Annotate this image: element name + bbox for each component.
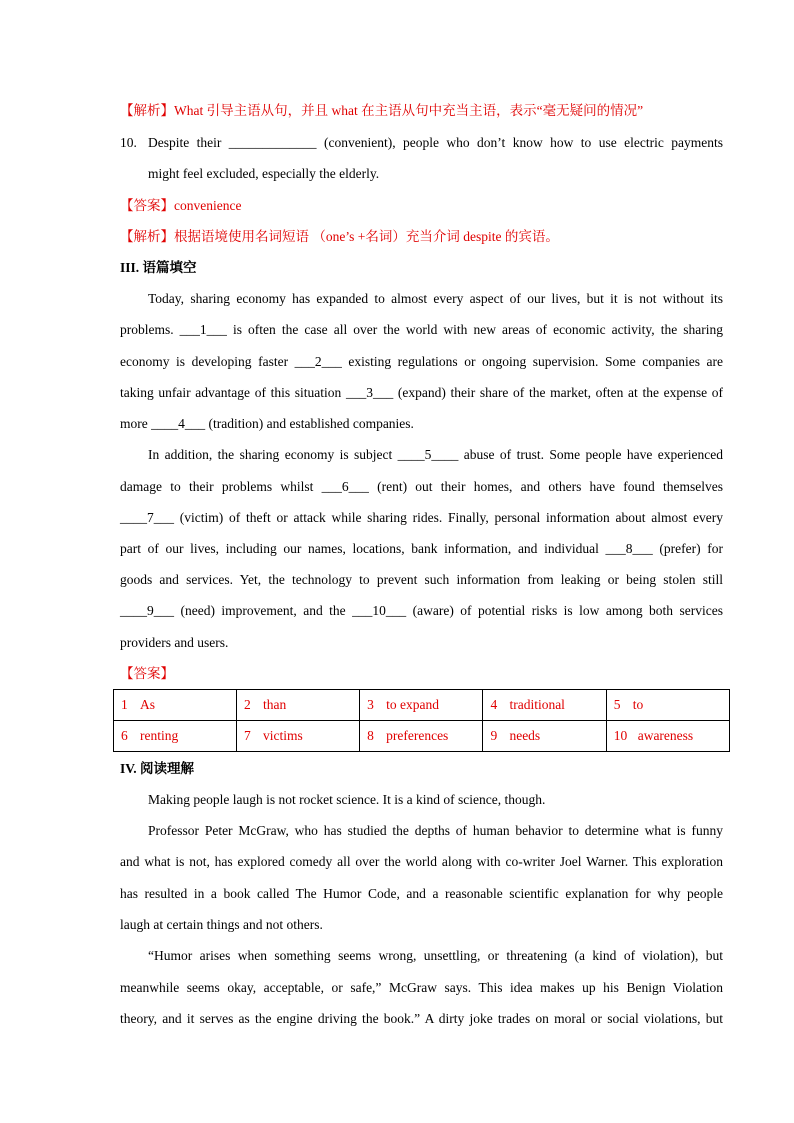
answer-value: needs [509, 728, 541, 743]
answer-number: 5 [613, 697, 621, 712]
paragraph-line: Today, sharing economy has expanded to almost every aspect of our lives, but it is not without its [148, 291, 723, 306]
table-cell [237, 721, 360, 752]
answer-number: 3 [367, 697, 374, 712]
paragraph-line: providers and users. [120, 635, 229, 650]
answer-value: to [632, 697, 644, 712]
table-row [114, 690, 730, 721]
paragraph-line: “Humor arises when something seems wrong, unsettling, or threatening (a kind of violation), but [148, 948, 723, 963]
paragraph-line: meanwhile seems okay, acceptable, or safe,” McGraw says. This idea makes up his Benign Violation [120, 980, 723, 995]
answer-value: than [263, 697, 287, 712]
paragraph-line: damage to their problems whilst ___6___ (rent) out their homes, and others have found themselves [120, 479, 723, 494]
analysis-tag: 【解析】 [120, 229, 174, 244]
analysis-tag: 【解析】 [120, 103, 174, 118]
paragraph-line: laugh at certain things and not others. [120, 917, 323, 932]
paragraph-line: goods and services. Yet, the technology to prevent such information from leaking or being stolen still [120, 572, 723, 587]
q9-analysis [120, 102, 723, 120]
answer-tag: 【答案】 [120, 198, 174, 213]
answer-value: to expand [386, 697, 439, 712]
answer-value: renting [140, 728, 179, 743]
answer-number: 1 [121, 697, 128, 712]
table-cell [114, 721, 237, 752]
table-cell [360, 721, 483, 752]
analysis-text: 根据语境使用名词短语 （one’s +名词）充当介词 despite 的宾语。 [174, 229, 559, 244]
answer-value: traditional [509, 697, 565, 712]
table-cell [237, 690, 360, 721]
table-cell [360, 690, 483, 721]
answer-value: victims [263, 728, 303, 743]
paragraph-line: more ____4___ (tradition) and established companies. [120, 416, 414, 431]
table-cell [483, 721, 606, 752]
answer-number: 8 [367, 728, 374, 743]
section3-answer-tag: 【答案】 [120, 666, 174, 681]
paragraph-line: Making people laugh is not rocket science. It is a kind of science, though. [148, 792, 546, 807]
paragraph-line: ____9___ (need) improvement, and the ___10___ (aware) of potential risks is low among both services [120, 603, 723, 618]
paragraph-line: theory, and it serves as the engine driving the book.” A dirty joke trades on moral or social violations, but [120, 1011, 723, 1026]
answer-number: 4 [490, 697, 498, 712]
table-cell [483, 690, 606, 721]
paragraph-line: Professor Peter McGraw, who has studied the depths of human behavior to determine what is funny [148, 823, 723, 838]
answer-value: preferences [386, 728, 449, 743]
answer-number: 9 [490, 728, 498, 743]
q10-analysis [120, 228, 723, 246]
answer-number: 2 [244, 697, 251, 712]
q10-line-2: might feel excluded, especially the elderly. [148, 166, 380, 181]
section-heading: III. 语篇填空 [120, 260, 197, 275]
paragraph-line: In addition, the sharing economy is subject ____5____ abuse of trust. Some people have experienced [148, 447, 723, 462]
paragraph-line: taking unfair advantage of this situation ___3___ (expand) their share of the market, often at the expense of [120, 385, 723, 400]
answer-number: 7 [244, 728, 251, 743]
table-cell [114, 690, 237, 721]
table-cell [606, 690, 729, 721]
answer-value: awareness [637, 728, 694, 743]
answer-value: As [140, 697, 156, 712]
answer-number: 6 [121, 728, 128, 743]
answer-number: 10 [613, 728, 628, 743]
table-cell [606, 721, 729, 752]
table-row [114, 721, 730, 752]
paragraph-line: part of our lives, including our names, locations, bank information, and individual ___8___ (prefer) for [120, 541, 723, 556]
paragraph-line: economy is developing faster ___2___ existing regulations or ongoing supervision. Some companies are [120, 354, 723, 369]
paragraph-line: problems. ___1___ is often the case all over the world with new areas of economic activity, the sharing [120, 322, 723, 337]
answer-table [113, 689, 730, 752]
section-heading: IV. 阅读理解 [120, 761, 195, 776]
question-text: Despite their _____________ (convenient), people who don’t know how to use electric payments [148, 135, 723, 150]
q10-answer [120, 197, 723, 215]
paragraph-line: ____7___ (victim) of theft or attack while sharing rides. Finally, personal information about almost every [120, 510, 723, 525]
paragraph-line: and what is not, has explored comedy all over the world along with co-writer Joel Warner. This exploration [120, 854, 723, 869]
q10-line-1 [120, 134, 723, 152]
paragraph-line: has resulted in a book called The Humor Code, and a reasonable scientific explanation for why people [120, 886, 723, 901]
answer-text: convenience [174, 198, 242, 213]
question-number: 10. [120, 135, 137, 150]
analysis-text: What 引导主语从句，并且 what 在主语从句中充当主语，表示“毫无疑问的情况” [174, 103, 644, 118]
